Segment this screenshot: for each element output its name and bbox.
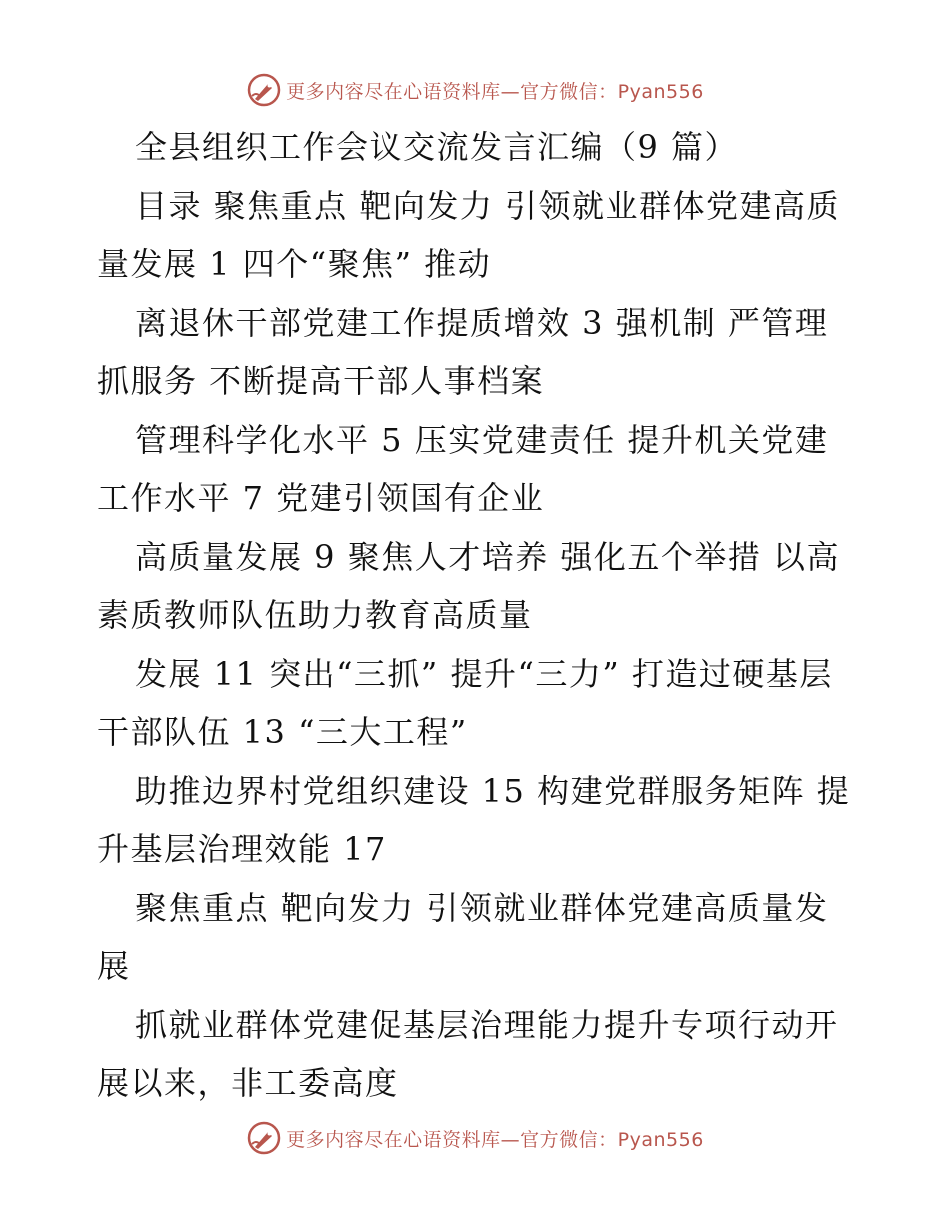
document-body (97, 118, 857, 1113)
toc-line: 目录 聚焦重点 靶向发力 引领就业群体党建高质量发展 1 四个“聚焦” 推动 (97, 186, 841, 283)
pen-nib-circle-icon (246, 72, 282, 108)
header-watermark (0, 70, 950, 110)
section-heading: 聚焦重点 靶向发力 引领就业群体党建高质量发展 (97, 888, 829, 985)
toc-line: 离退休干部党建工作提质增效 3 强机制 严管理 抓服务 不断提高干部人事档案 (97, 303, 829, 400)
watermark-text: 更多内容尽在心语资料库—官方微信：Pyan556 (286, 1128, 704, 1151)
toc-line: 助推边界村党组织建设 15 构建党群服务矩阵 提升基层治理效能 17 (97, 771, 851, 868)
pen-nib-circle-icon (246, 1120, 282, 1156)
document-title: 全县组织工作会议交流发言汇编（9 篇） (135, 128, 739, 166)
toc-line: 管理科学化水平 5 压实党建责任 提升机关党建工作水平 7 党建引领国有企业 (97, 420, 829, 517)
body-paragraph: 抓就业群体党建促基层治理能力提升专项行动开展以来，非工委高度 (97, 1005, 839, 1102)
toc-line: 高质量发展 9 聚焦人才培养 强化五个举措 以高素质教师队伍助力教育高质量 (97, 537, 841, 634)
footer-watermark (0, 1118, 950, 1158)
watermark-text: 更多内容尽在心语资料库—官方微信：Pyan556 (286, 80, 704, 103)
toc-line: 发展 11 突出“三抓” 提升“三力” 打造过硬基层干部队伍 13 “三大工程” (97, 654, 833, 751)
